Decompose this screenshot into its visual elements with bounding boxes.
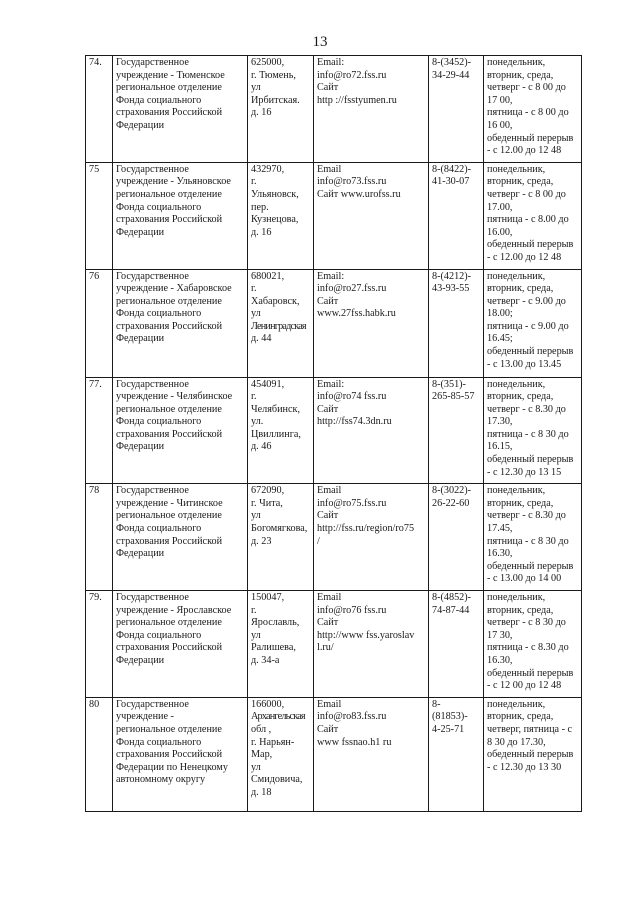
cell-text-line: страхования Российской	[116, 749, 223, 761]
cell-text-line: 16.30,	[487, 654, 513, 666]
cell-text-line: 74-87-44	[432, 604, 470, 616]
cell-text-line: учреждение -	[116, 711, 174, 723]
cell-text-line: пятница - с 8 00 до	[487, 107, 569, 119]
cell-text-line: ул	[251, 510, 261, 522]
row-number-cell	[86, 269, 113, 377]
cell-text-line: Государственное	[116, 698, 189, 710]
cell-text-line: 18.00;	[487, 308, 513, 320]
cell-text-line: - с 12.30 до 13 15	[487, 466, 562, 478]
working-hours-cell	[484, 697, 582, 811]
cell-text-line: Email	[317, 163, 342, 175]
row-number-cell	[86, 484, 113, 591]
cell-text-line: 80	[89, 698, 100, 710]
cell-text-line: ул	[251, 308, 261, 320]
cell-text-line: автономному округу	[116, 774, 206, 786]
cell-text-line: обеденный перерыв	[487, 749, 574, 761]
cell-text-line: Богомягкова,	[251, 523, 308, 535]
cell-text-line: пятница - с 9.00 до	[487, 320, 569, 332]
cell-text-line: обеденный перерыв	[487, 132, 574, 144]
cell-text-line: региональное отделение	[116, 617, 222, 629]
email-website-cell	[314, 56, 429, 163]
cell-text-line: Кузнецова,	[251, 214, 299, 226]
cell-text-line: 16.00,	[487, 226, 513, 238]
working-hours-cell	[484, 484, 582, 591]
cell-text-line: - с 12 00 до 12 48	[487, 680, 562, 692]
cell-text-line: - с 12.00 до 12 48	[487, 145, 562, 157]
cell-text-line: г. Тюмень,	[251, 69, 296, 81]
cell-text-line: Цвиллинга,	[251, 428, 301, 440]
cell-text-line: обеденный перерыв	[487, 560, 574, 572]
cell-text-line: - с 13.00 до 13.45	[487, 358, 562, 370]
cell-text-line: http ://fsstyumen.ru	[317, 94, 397, 106]
cell-text-line: страхования Российской	[116, 428, 223, 440]
cell-text-line: 16 00,	[487, 119, 513, 131]
cell-text-line: учреждение - Хабаровское	[116, 283, 232, 295]
cell-text-line: www.27fss.habk.ru	[317, 308, 396, 320]
cell-text-line: info@ro76 fss.ru	[317, 604, 387, 616]
cell-text-line: учреждение - Читинское	[116, 497, 223, 509]
cell-text-line: Ленинградская	[251, 320, 306, 332]
phone-cell	[429, 697, 484, 811]
cell-text-line: 34-29-44	[432, 69, 470, 81]
cell-text-line: четверг - с 8 00 до	[487, 188, 566, 200]
cell-text-line: Фонда социального	[116, 629, 202, 641]
cell-text-line: Федерации	[116, 119, 165, 131]
cell-text-line: 79.	[89, 592, 102, 603]
cell-text-line: понедельник,	[487, 485, 546, 497]
cell-text-line: региональное отделение	[116, 510, 222, 522]
cell-text-line: 8-	[432, 698, 441, 710]
cell-text-line: info@ro83.fss.ru	[317, 711, 387, 723]
working-hours-cell	[484, 269, 582, 377]
cell-text-line: http://www fss.yaroslav	[317, 629, 415, 641]
row-number-cell	[86, 591, 113, 698]
cell-text-line: г.	[251, 604, 257, 616]
cell-text-line: четверг - с 9.00 до	[487, 295, 566, 307]
cell-text-line: пятница - с 8 30 до	[487, 428, 569, 440]
cell-text-line: 26-22-60	[432, 497, 470, 509]
cell-text-line: страхования Российской	[116, 320, 223, 332]
table-row	[86, 56, 582, 163]
cell-text-line: региональное отделение	[116, 188, 222, 200]
phone-cell	[429, 269, 484, 377]
cell-text-line: 8-(8422)-	[432, 163, 472, 175]
cell-text-line: обеденный перерыв	[487, 667, 574, 679]
cell-text-line: региональное отделение	[116, 723, 222, 735]
cell-text-line: - с 12.00 до 12 48	[487, 251, 562, 263]
cell-text-line: пятница - с 8 30 до	[487, 535, 569, 547]
cell-text-line: страхования Российской	[116, 642, 223, 654]
cell-text-line: 625000,	[251, 57, 285, 68]
cell-text-line: Государственное	[116, 163, 189, 175]
institution-name-cell	[113, 56, 248, 163]
cell-text-line: региональное отделение	[116, 295, 222, 307]
cell-text-line: Архангельская	[251, 711, 305, 723]
institution-name-cell	[113, 484, 248, 591]
cell-text-line: Мар,	[251, 749, 273, 761]
cell-text-line: (81853)-	[432, 711, 468, 723]
table-row	[86, 484, 582, 591]
cell-text-line: Фонда социального	[116, 416, 202, 428]
cell-text-line: г.	[251, 283, 257, 295]
phone-cell	[429, 377, 484, 484]
cell-text-line: info@ro74 fss.ru	[317, 391, 387, 403]
table-row	[86, 591, 582, 698]
cell-text-line: 8-(351)-	[432, 378, 466, 390]
row-number-cell	[86, 697, 113, 811]
cell-text-line: 16.45;	[487, 333, 513, 345]
phone-cell	[429, 484, 484, 591]
cell-text-line: Email:	[317, 378, 345, 390]
cell-text-line: 76	[89, 270, 100, 282]
cell-text-line: 17 00,	[487, 94, 513, 106]
cell-text-line: 17.00,	[487, 201, 513, 213]
institution-name-cell	[113, 162, 248, 269]
cell-text-line: обеденный перерыв	[487, 454, 574, 466]
cell-text-line: 432970,	[251, 163, 285, 175]
institution-name-cell	[113, 591, 248, 698]
cell-text-line: Ирбитская.	[251, 94, 300, 106]
cell-text-line: понедельник,	[487, 57, 546, 68]
address-cell	[248, 484, 314, 591]
cell-text-line: д. 18	[251, 786, 272, 798]
cell-text-line: Федерации	[116, 226, 165, 238]
cell-text-line: Федерации по Ненецкому	[116, 761, 228, 773]
cell-text-line: l.ru/	[317, 642, 334, 654]
cell-text-line: Челябинск,	[251, 403, 301, 415]
cell-text-line: ул	[251, 761, 261, 773]
cell-text-line: Email:	[317, 57, 345, 68]
cell-text-line: д. 34-а	[251, 654, 280, 666]
email-website-cell	[314, 484, 429, 591]
table-row	[86, 162, 582, 269]
cell-text-line: учреждение - Ульяновское	[116, 176, 231, 188]
cell-text-line: д. 16	[251, 226, 272, 238]
cell-text-line: info@ro75.fss.ru	[317, 497, 387, 509]
institution-name-cell	[113, 697, 248, 811]
cell-text-line: Email	[317, 592, 342, 603]
cell-text-line: четверг, пятница - с	[487, 723, 573, 735]
table-row	[86, 697, 582, 811]
address-cell	[248, 269, 314, 377]
cell-text-line: г. Нарьян-	[251, 736, 295, 748]
cell-text-line: д. 46	[251, 441, 272, 453]
cell-text-line: понедельник,	[487, 378, 546, 390]
cell-text-line: 41-30-07	[432, 176, 470, 188]
cell-text-line: Ульяновск,	[251, 188, 299, 200]
cell-text-line: www fssnao.h1 ru	[317, 736, 392, 748]
cell-text-line: г. Чита,	[251, 497, 283, 509]
cell-text-line: 166000,	[251, 698, 285, 710]
cell-text-line: Хабаровск,	[251, 295, 300, 307]
cell-text-line: вторник, среда,	[487, 69, 554, 81]
cell-text-line: Сайт www.urofss.ru	[317, 188, 401, 200]
cell-text-line: 8 30 до 17.30,	[487, 736, 546, 748]
page-number: 13	[312, 34, 328, 50]
cell-text-line: вторник, среда,	[487, 604, 554, 616]
cell-text-line: Федерации	[116, 441, 165, 453]
cell-text-line: Email:	[317, 270, 345, 282]
cell-text-line: пятница - с 8.00 до	[487, 214, 569, 226]
institution-name-cell	[113, 269, 248, 377]
cell-text-line: info@ro27.fss.ru	[317, 283, 387, 295]
cell-text-line: четверг - с 8.30 до	[487, 403, 566, 415]
cell-text-line: страхования Российской	[116, 535, 223, 547]
cell-text-line: 16.15,	[487, 441, 513, 453]
address-cell	[248, 591, 314, 698]
cell-text-line: - с 13.00 до 14 00	[487, 573, 562, 585]
cell-text-line: Федерации	[116, 654, 165, 666]
cell-text-line: Фонда социального	[116, 308, 202, 320]
working-hours-cell	[484, 591, 582, 698]
cell-text-line: региональное отделение	[116, 82, 222, 94]
cell-text-line: Сайт	[317, 82, 339, 94]
cell-text-line: д. 16	[251, 107, 272, 119]
cell-text-line: обеденный перерыв	[487, 239, 574, 251]
cell-text-line: 16.30,	[487, 548, 513, 560]
cell-text-line: 672090,	[251, 485, 285, 497]
email-website-cell	[314, 591, 429, 698]
cell-text-line: вторник, среда,	[487, 711, 554, 723]
cell-text-line: Ралишева,	[251, 642, 296, 654]
cell-text-line: учреждение - Ярославское	[116, 604, 232, 616]
cell-text-line: понедельник,	[487, 270, 546, 282]
cell-text-line: 454091,	[251, 378, 285, 390]
cell-text-line: Сайт	[317, 617, 339, 629]
cell-text-line: Фонда социального	[116, 736, 202, 748]
cell-text-line: http://fss.ru/region/ro75	[317, 523, 415, 535]
row-number-cell	[86, 162, 113, 269]
cell-text-line: учреждение - Челябинское	[116, 391, 233, 403]
cell-text-line: страхования Российской	[116, 214, 223, 226]
cell-text-line: Государственное	[116, 270, 189, 282]
cell-text-line: д. 44	[251, 333, 272, 345]
cell-text-line: Сайт	[317, 295, 339, 307]
cell-text-line: Ярославль,	[251, 617, 300, 629]
cell-text-line: четверг - с 8 00 до	[487, 82, 566, 94]
cell-text-line: - с 12.30 до 13 30	[487, 761, 562, 773]
phone-cell	[429, 56, 484, 163]
cell-text-line: страхования Российской	[116, 107, 223, 119]
cell-text-line: региональное отделение	[116, 403, 222, 415]
cell-text-line: 78	[89, 485, 100, 497]
cell-text-line: Сайт	[317, 723, 339, 735]
email-website-cell	[314, 377, 429, 484]
row-number-cell	[86, 56, 113, 163]
cell-text-line: 17.45,	[487, 523, 513, 535]
email-website-cell	[314, 697, 429, 811]
cell-text-line: ул	[251, 629, 261, 641]
phone-cell	[429, 591, 484, 698]
cell-text-line: 75	[89, 163, 100, 175]
email-website-cell	[314, 269, 429, 377]
working-hours-cell	[484, 162, 582, 269]
cell-text-line: г.	[251, 176, 257, 188]
cell-text-line: четверг - с 8.30 до	[487, 510, 566, 522]
cell-text-line: http://fss74.3dn.ru	[317, 416, 392, 428]
phone-cell	[429, 162, 484, 269]
cell-text-line: 150047,	[251, 592, 285, 603]
cell-text-line: ул.	[251, 416, 264, 428]
cell-text-line: info@ro73.fss.ru	[317, 176, 387, 188]
cell-text-line: Фонда социального	[116, 201, 202, 213]
cell-text-line: учреждение - Тюменское	[116, 69, 225, 81]
cell-text-line: 8-(4852)-	[432, 592, 472, 603]
cell-text-line: /	[317, 535, 320, 547]
address-cell	[248, 162, 314, 269]
cell-text-line: Государственное	[116, 592, 189, 603]
working-hours-cell	[484, 56, 582, 163]
cell-text-line: Фонда социального	[116, 94, 202, 106]
cell-text-line: д. 23	[251, 535, 272, 547]
office-directory-table	[85, 55, 582, 812]
cell-text-line: 17.30,	[487, 416, 513, 428]
address-cell	[248, 56, 314, 163]
cell-text-line: 77.	[89, 378, 102, 390]
cell-text-line: понедельник,	[487, 698, 546, 710]
cell-text-line: пятница - с 8.30 до	[487, 642, 569, 654]
cell-text-line: Государственное	[116, 378, 189, 390]
row-number-cell	[86, 377, 113, 484]
cell-text-line: info@ro72.fss.ru	[317, 69, 387, 81]
cell-text-line: 680021,	[251, 270, 285, 282]
table-row	[86, 269, 582, 377]
cell-text-line: Смидовича,	[251, 774, 303, 786]
cell-text-line: Федерации	[116, 548, 165, 560]
cell-text-line: четверг - с 8 30 до	[487, 617, 566, 629]
cell-text-line: 8-(4212)-	[432, 270, 472, 282]
cell-text-line: 43-93-55	[432, 283, 470, 295]
cell-text-line: Сайт	[317, 510, 339, 522]
address-cell	[248, 697, 314, 811]
cell-text-line: вторник, среда,	[487, 176, 554, 188]
cell-text-line: ул	[251, 82, 261, 94]
cell-text-line: понедельник,	[487, 592, 546, 603]
cell-text-line: вторник, среда,	[487, 391, 554, 403]
cell-text-line: Email	[317, 698, 342, 710]
email-website-cell	[314, 162, 429, 269]
cell-text-line: обл ,	[251, 723, 272, 735]
cell-text-line: Фонда социального	[116, 523, 202, 535]
cell-text-line: 8-(3452)-	[432, 57, 472, 68]
cell-text-line: Государственное	[116, 485, 189, 497]
cell-text-line: Email	[317, 485, 342, 497]
cell-text-line: 17 30,	[487, 629, 513, 641]
cell-text-line: пер.	[251, 201, 269, 213]
cell-text-line: вторник, среда,	[487, 497, 554, 509]
cell-text-line: Сайт	[317, 403, 339, 415]
cell-text-line: 265-85-57	[432, 391, 475, 403]
cell-text-line: Федерации	[116, 333, 165, 345]
cell-text-line: 74.	[89, 57, 102, 68]
institution-name-cell	[113, 377, 248, 484]
cell-text-line: г.	[251, 391, 257, 403]
cell-text-line: 4-25-71	[432, 723, 465, 735]
cell-text-line: понедельник,	[487, 163, 546, 175]
cell-text-line: обеденный перерыв	[487, 346, 574, 358]
cell-text-line: вторник, среда,	[487, 283, 554, 295]
cell-text-line: 8-(3022)-	[432, 485, 472, 497]
address-cell	[248, 377, 314, 484]
table-row	[86, 377, 582, 484]
working-hours-cell	[484, 377, 582, 484]
cell-text-line: Государственное	[116, 57, 189, 68]
